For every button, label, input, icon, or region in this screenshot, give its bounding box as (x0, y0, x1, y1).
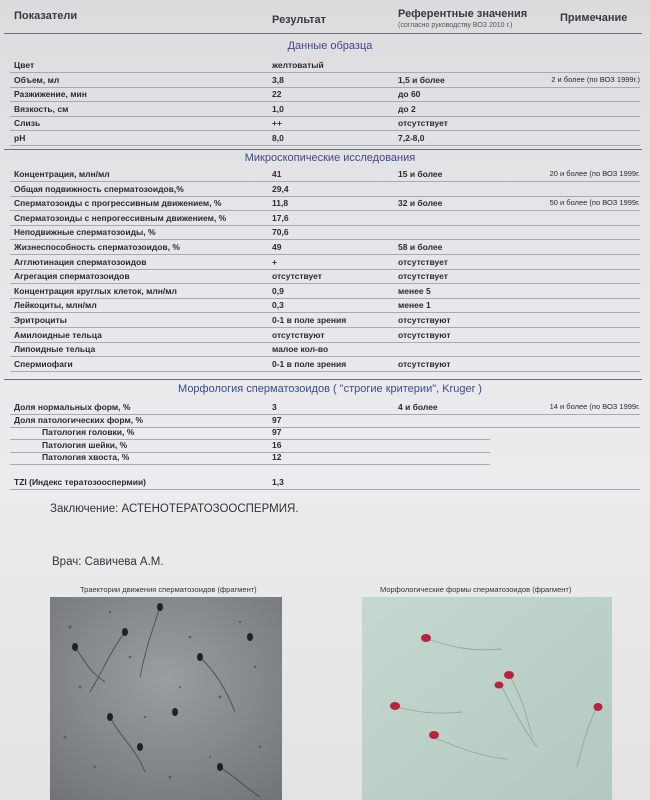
header-col-note: Примечание (560, 12, 628, 24)
row-reference-value: 7,2-8,0 (398, 133, 425, 143)
row-reference-value: отсутствуют (398, 315, 451, 325)
row-result-value: 0,9 (272, 285, 284, 296)
figure-caption-trajectories: Траектории движения сперматозоидов (фрагмент) (80, 585, 257, 594)
header-divider (4, 33, 642, 34)
row-result-value: желтоватый (272, 60, 324, 70)
row-parameter-name: Вязкость, см (14, 103, 69, 114)
section-divider (4, 149, 642, 150)
table-row (10, 132, 640, 146)
row-reference-value: 15 и более (398, 169, 443, 179)
table-row (10, 117, 640, 131)
table-row (10, 299, 640, 313)
row-divider (10, 489, 640, 490)
row-divider (10, 145, 640, 146)
row-result-value: 0-1 в поле зрения (272, 315, 347, 325)
row-parameter-name: Сперматозоиды с непрогессивным движением, % (14, 212, 227, 223)
table-row (10, 197, 640, 211)
table-row (10, 270, 640, 284)
row-result-value: + (272, 256, 277, 267)
row-result-value: 29,4 (272, 183, 289, 194)
row-result-value: 70,6 (272, 227, 289, 238)
row-result-value: 41 (272, 169, 282, 179)
section-title-morphology: Морфология сперматозоидов ( "строгие критерии", Kruger ) (178, 383, 482, 395)
row-parameter-name: Неподвижные сперматозоиды, % (14, 227, 156, 238)
table-row (10, 314, 640, 328)
header-col-result: Результат (272, 14, 327, 26)
figure-caption-morphology: Морфологические формы сперматозоидов (фрагмент) (380, 585, 572, 594)
header-col-param: Показатели (14, 10, 78, 22)
table-row (10, 168, 640, 182)
table-row (10, 476, 640, 490)
sperm-trajectory-image (50, 597, 282, 800)
row-parameter-name: Сперматозоиды с прогрессивным движением, % (14, 198, 222, 209)
row-divider (10, 371, 640, 372)
row-result-value: 17,6 (272, 212, 289, 223)
row-reference-value: отсутствуют (398, 358, 451, 369)
row-reference-value: 32 и более (398, 198, 443, 209)
row-parameter-name: Слизь (14, 118, 41, 129)
row-note: 20 и более (по ВОЗ 1999г. (549, 169, 640, 178)
row-parameter-name: Доля патологических форм, % (14, 414, 144, 425)
row-note: 14 и более (по ВОЗ 1999г. (549, 402, 640, 411)
row-parameter-name: Разжижение, мин (14, 89, 87, 100)
section-title-sample: Данные образца (287, 40, 373, 52)
row-parameter-name: TZI (Индекс тератозооспермии) (14, 476, 146, 487)
header-col-ref-sub: (согласно руководству ВОЗ 2010 г.) (398, 22, 513, 29)
table-row (10, 74, 640, 88)
row-result-value: 97 (272, 414, 282, 425)
row-parameter-name: Липоидные тельца (14, 344, 96, 355)
row-reference-value: 58 и более (398, 242, 443, 252)
row-reference-value: отсутствует (398, 256, 448, 267)
table-row (10, 212, 640, 226)
row-parameter-name: Спермиофаги (14, 358, 73, 369)
table-row (10, 226, 640, 240)
row-parameter-name: Жизнеспособность сперматозоидов, % (14, 242, 180, 252)
row-reference-value: 1,5 и более (398, 74, 445, 85)
row-parameter-name: Патология шейки, % (42, 439, 128, 450)
row-result-value: 0,3 (272, 300, 284, 311)
row-parameter-name: Доля нормальных форм, % (14, 402, 131, 412)
row-parameter-name: Концентрация, млн/мл (14, 169, 110, 179)
row-parameter-name: Агрегация сперматозоидов (14, 271, 130, 282)
row-reference-value: менее 5 (398, 285, 431, 296)
row-parameter-name: Объем, мл (14, 74, 60, 85)
row-note: 50 и более (по ВОЗ 1999г. (549, 198, 640, 208)
row-parameter-name: Общая подвижность сперматозоидов,% (14, 183, 184, 194)
row-result-value: 12 (272, 452, 282, 462)
table-row (10, 285, 640, 299)
row-reference-value: до 60 (398, 89, 421, 100)
table-row (10, 183, 640, 197)
row-result-value: 8,0 (272, 133, 284, 143)
row-reference-value: отсутствует (398, 271, 448, 282)
header-col-ref: Референтные значения (398, 8, 528, 20)
table-row (10, 451, 640, 465)
row-result-value: отсутствует (272, 271, 322, 282)
table-row (10, 343, 640, 357)
row-result-value: ++ (272, 118, 282, 129)
section-title-microscopy: Микроскопические исследования (244, 152, 416, 164)
row-parameter-name: Лейкоциты, млн/мл (14, 300, 97, 311)
row-parameter-name: Амилоидные тельца (14, 329, 102, 340)
section-divider (4, 379, 642, 380)
table-row (10, 329, 640, 343)
row-parameter-name: Патология головки, % (42, 427, 135, 437)
row-result-value: 16 (272, 439, 282, 450)
table-row (10, 103, 640, 117)
row-result-value: отсутствуют (272, 329, 325, 340)
row-reference-value: менее 1 (398, 300, 431, 311)
row-parameter-name: Цвет (14, 60, 35, 70)
row-result-value: 49 (272, 242, 282, 252)
row-parameter-name: Эритроциты (14, 315, 67, 325)
conclusion-text: Заключение: АСТЕНОТЕРАТОЗООСПЕРМИЯ. (50, 503, 299, 515)
table-row (10, 59, 640, 73)
row-divider (10, 464, 490, 465)
row-result-value: малое кол-во (272, 344, 329, 355)
table-row (10, 256, 640, 270)
row-result-value: 3 (272, 402, 277, 412)
table-row (10, 241, 640, 255)
row-result-value: 0-1 в поле зрения (272, 358, 347, 369)
doctor-signature-text: Врач: Савичева А.М. (52, 556, 164, 568)
row-parameter-name: Патология хвоста, % (42, 452, 130, 462)
row-reference-value: до 2 (398, 103, 416, 114)
row-result-value: 11,8 (272, 198, 289, 209)
row-result-value: 1,0 (272, 103, 284, 114)
row-reference-value: отсутствует (398, 118, 448, 129)
table-row (10, 358, 640, 372)
row-result-value: 22 (272, 89, 282, 100)
row-result-value: 97 (272, 427, 282, 437)
row-parameter-name: pH (14, 133, 26, 143)
row-parameter-name: Концентрация круглых клеток, млн/мл (14, 285, 177, 296)
row-result-value: 1,3 (272, 476, 284, 487)
row-reference-value: отсутствуют (398, 329, 451, 340)
row-result-value: 3,8 (272, 74, 284, 85)
sperm-morphology-image (362, 597, 612, 800)
row-reference-value: 4 и более (398, 402, 438, 412)
row-note: 2 и более (по ВОЗ 1999г.) (551, 74, 640, 84)
table-row (10, 88, 640, 102)
row-parameter-name: Агглютинация сперматозоидов (14, 256, 147, 267)
